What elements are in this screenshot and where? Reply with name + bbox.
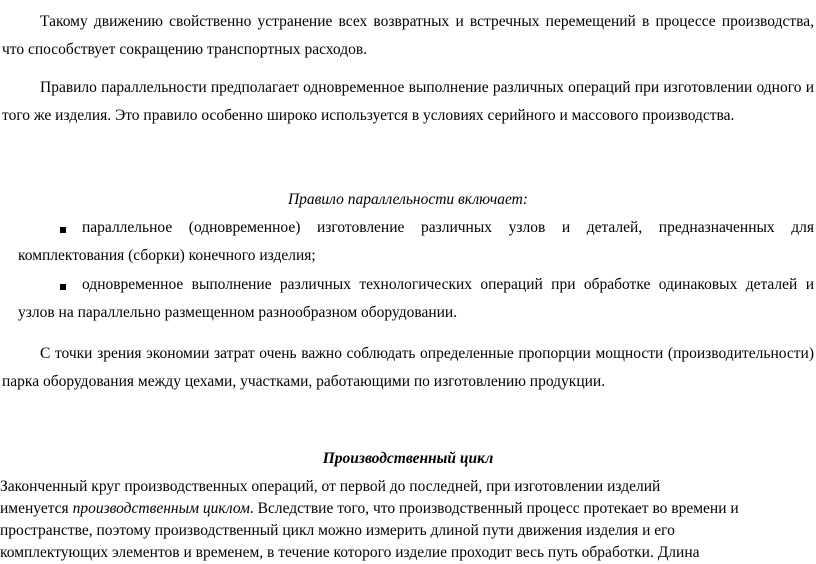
- cycle-text-line-2-post: . Вследствие того, что производственный процесс протекает во времени и: [249, 500, 739, 517]
- term-production-cycle: производственным циклом: [72, 500, 250, 517]
- cycle-text-line-4: комплектующих элементов и временем, в течение которого изделие проходит весь путь обработки. Длина: [0, 544, 700, 561]
- cycle-text-line-1: Законченный круг производственных операций, от первой до последней, при изготовлении изделий: [0, 478, 661, 495]
- paragraph-transport: Такому движению свойственно устранение всех возвратных и встречных перемещений в процессе производства, что способствует сокращению транспортных расходов.: [2, 13, 814, 58]
- cycle-text-line-3: пространстве, поэтому производственный цикл можно измерить длиной пути движения изделия и его: [0, 522, 675, 539]
- paragraph-economy: С точки зрения экономии затрат очень важно соблюдать определенные пропорции мощности (производительности) парка оборудования между цехами, участками, работающими по изготовлению продукции.: [2, 345, 814, 390]
- heading-production-cycle: Производственный цикл: [322, 450, 494, 467]
- bullet-item-1: параллельное (одновременное) изготовление различных узлов и деталей, предназначенных для комплектования (сборки) конечного изделия;: [18, 219, 814, 264]
- cycle-text-line-2: [0, 498, 816, 520]
- paragraph-parallelism: Правило параллельности предполагает одновременное выполнение различных операций при изготовлении одного и того же изделия. Это правило особенно широко используется в условиях серийного и массового производства.: [2, 79, 814, 124]
- heading-parallelism-includes: Правило параллельности включает:: [287, 191, 529, 208]
- bullet-item-2: одновременное выполнение различных технологических операций при обработке одинаковых деталей и узлов на параллельно размещенном разнообразном оборудовании.: [18, 276, 814, 321]
- cycle-text-line-2-pre: именуется: [0, 500, 73, 517]
